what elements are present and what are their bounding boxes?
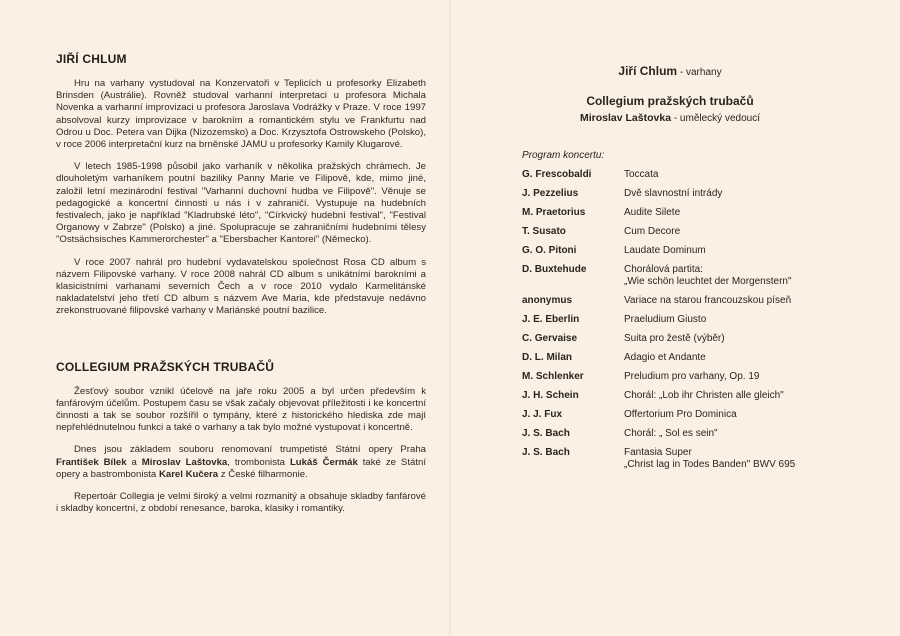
composer-name: J. E. Eberlin <box>522 314 580 325</box>
bio-paragraph-1: Hru na varhany vystudoval na Konzervatoři v Teplicích u profesorky Elizabeth Brinsden (Austrálie). Rovněž studoval varhanní interpretaci u profesora Michala Novenka a varhanní improvizaci u profesora Jaroslava Vodrážky v Praze. V roce 1997 absolvoval kurzy improvizace v barokním a romantickém stylu ve Frankfurtu nad Odrou u Doc. Petera van Dijka (Nizozemsko) a Doc. Krzysztofa Ostrowskeho (Polsko), v roce 2006 interpretační kurz na brněnské JAMU u profesorky Kamily Klugarové. <box>56 78 426 151</box>
ensemble-name: Collegium pražských trubačů <box>586 94 754 108</box>
composer-name: G. Frescobaldi <box>522 169 592 180</box>
performer-role: - varhany <box>677 67 722 78</box>
bio-paragraph-2: V letech 1985-1998 působil jako varhaník v několika pražských chrámech. Je dlouholetým varhaníkem poutní baziliky Panny Marie ve Filipově, kde, mimo jiné, založil letní mezinárodní festival "Varhanní duchovní hudba ve Filipově". Věnuje se pedagogické a koncertní činnosti u nás i v zahraničí. Vystupuje na hudebních festivalech, jako je například "Kladrubské léto", "Církvický hudební festival", "Festival Organowy v Zabrze" (Polsko) a jiné. Spolupracuje se zahraničními hudebními tělesy "Ostsächsisches Kammerorchester" a "Ebersbacher Kantorei" (Německo). <box>56 161 426 246</box>
piece-title: Variace na starou francouzskou píseň <box>624 295 792 306</box>
composer-name: J. S. Bach <box>522 428 570 439</box>
piece-title: Fantasia Super „Christ lag in Todes Banden" BWV 695 <box>624 447 796 470</box>
piece-title: Offertorium Pro Dominica <box>624 409 737 420</box>
member-name: Miroslav Laštovka <box>141 456 228 468</box>
composer-name: J. J. Fux <box>522 409 563 420</box>
composer-name: anonymus <box>522 295 573 306</box>
program-item <box>470 169 870 181</box>
bio-paragraph-3: V roce 2007 nahrál pro hudební vydavatelskou společnost Rosa CD album s názvem Filipovské varhany. V roce 2008 nahrál CD album s unikátními barokními a klasicistními varhanami severních Čech a v roce 2010 vydalo Karmelitánské nakladatelství jeho třetí CD album s názvem Ave Maria, kde představuje nedávno zrekonstruované filipovské varhany v Mariánské poutní bazilice. <box>56 256 426 317</box>
piece-title: Chorál: „Lob ihr Christen alle gleich" <box>624 390 784 401</box>
program-item <box>470 333 870 345</box>
member-name: František Bílek <box>56 456 127 468</box>
piece-title: Suita pro žestě (výběr) <box>624 333 725 344</box>
program-item <box>470 226 870 238</box>
composer-name: J. H. Schein <box>522 390 579 401</box>
program-item <box>470 447 870 471</box>
program-item <box>470 352 870 364</box>
program-label: Program koncertu: <box>522 150 605 161</box>
performer-line <box>470 64 870 78</box>
section-title-jiri-chlum: JIŘÍ CHLUM <box>56 52 127 66</box>
composer-name: C. Gervaise <box>522 333 578 344</box>
program-item <box>470 390 870 402</box>
piece-title: Adagio et Andante <box>624 352 706 363</box>
piece-title: Preludium pro varhany, Op. 19 <box>624 371 760 382</box>
program-item <box>470 295 870 307</box>
page-fold <box>449 0 451 636</box>
member-name: Lukáš Čermák <box>289 456 358 468</box>
composer-name: M. Praetorius <box>522 207 586 218</box>
member-name: Karel Kučera <box>158 468 219 480</box>
left-page <box>56 52 426 525</box>
leader-name: Miroslav Laštovka <box>580 112 672 124</box>
program-item <box>470 207 870 219</box>
piece-title: Cum Decore <box>624 226 681 237</box>
composer-name: D. L. Milan <box>522 352 572 363</box>
piece-title: Praeludium Giusto <box>624 314 707 325</box>
program-item <box>470 371 870 383</box>
program-item <box>470 314 870 326</box>
ensemble-paragraph-3: Repertoár Collegia je velmi široký a velmi rozmanitý a obsahuje skladby fanfárové i skladby koncertní, z období renesance, baroka, klasiky i romantiky. <box>56 491 426 515</box>
piece-title: Chorál: „ Sol es sein" <box>624 428 718 439</box>
piece-title: Dvě slavnostní intrády <box>624 188 723 199</box>
ensemble-paragraph-1: Žesťový soubor vznikl účelově na jaře roku 2005 a byl určen především k fanfárovým účelům. Postupem času se však začaly objevovat příležitosti i ke koncertní činnosti a tak se soubor rozšířil o tympány, které z historického hlediska zde mají nepřehlédnutelnou funkci a také o varhany a tak bylo možné vystupovat i koncertně. <box>56 385 426 434</box>
program-list <box>470 169 870 471</box>
section-title-collegium: COLLEGIUM PRAŽSKÝCH TRUBAČŮ <box>56 359 275 374</box>
leader-line <box>470 112 870 124</box>
composer-name: J. Pezzelius <box>522 188 579 199</box>
leader-role: - umělecký vedoucí <box>671 113 760 124</box>
program-item <box>470 188 870 200</box>
program-item <box>470 428 870 440</box>
composer-name: G. O. Pitoni <box>522 245 577 256</box>
piece-title: Chorálová partita: „Wie schön leuchtet der Morgenstern" <box>624 264 792 287</box>
right-page <box>470 64 870 478</box>
piece-title: Audite Silete <box>624 207 681 218</box>
piece-title: Laudate Dominum <box>624 245 706 256</box>
piece-title: Toccata <box>624 169 659 180</box>
program-item <box>470 409 870 421</box>
ensemble-paragraph-2: Dnes jsou základem souboru renomovaní trumpetisté Státní opery Praha František Bílek a Miroslav Laštovka, trombonista Lukáš Čermák také ze Státní opery a bastrombonista Karel Kučera z České filharmonie. <box>56 444 426 480</box>
composer-name: D. Buxtehude <box>522 264 587 275</box>
composer-name: J. S. Bach <box>522 447 570 458</box>
composer-name: T. Susato <box>522 226 566 237</box>
composer-name: M. Schlenker <box>522 371 584 382</box>
performer-name: Jiří Chlum <box>618 64 678 78</box>
program-item <box>470 264 870 288</box>
program-item <box>470 245 870 257</box>
